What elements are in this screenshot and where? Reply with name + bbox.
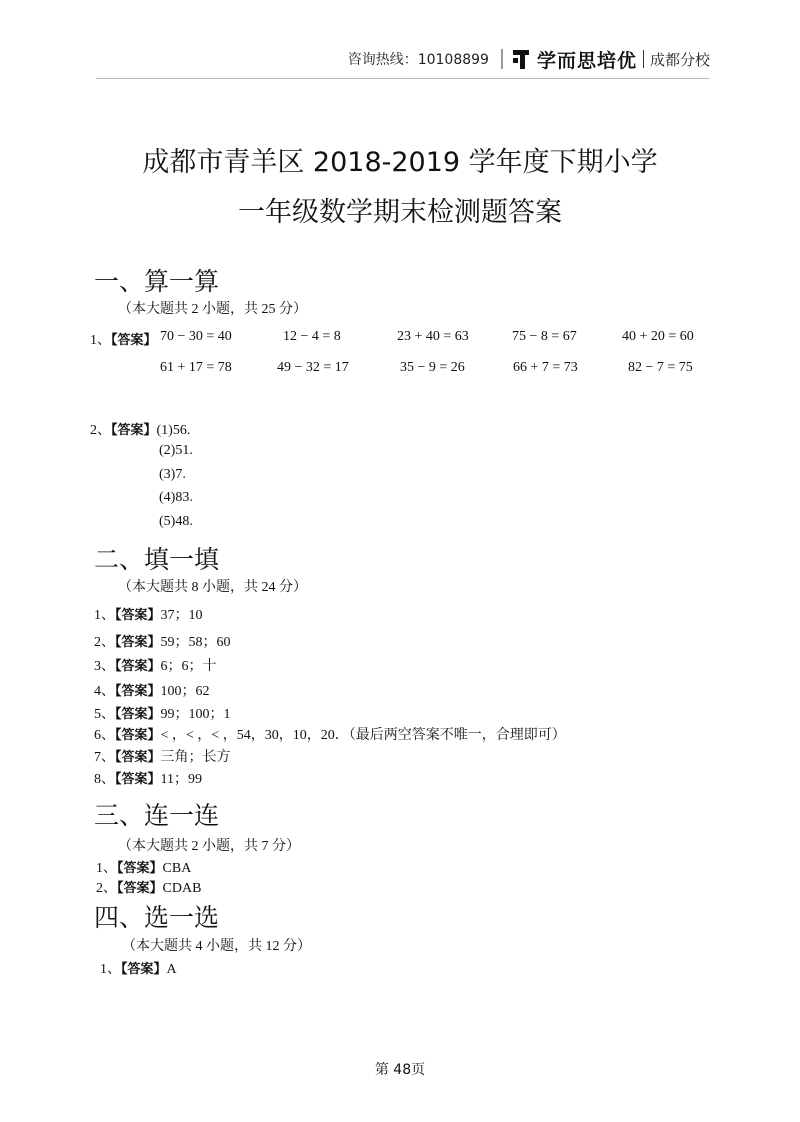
s3-answer-line: 1、【答案】CBA — [96, 861, 192, 876]
s1-q2-item: (4)83. — [159, 490, 193, 505]
s1-q2-label: 2、【答案】(1)56. — [90, 423, 191, 438]
s2-answer-line: 2、【答案】59；58；60 — [94, 635, 231, 650]
campus-name: 成都分校 — [649, 50, 710, 69]
header-rule — [96, 78, 710, 79]
section-note-4: （本大题共 4 小题，共 12 分） — [122, 939, 311, 954]
s1-eq: 40 + 20 = 60 — [622, 329, 694, 344]
s2-answer-line: 3、【答案】6；6；十 — [94, 659, 217, 674]
s1-eq: 82 − 7 = 75 — [628, 360, 693, 375]
s4-answer-line: 1、【答案】A — [100, 962, 177, 977]
section-note-3: （本大题共 2 小题，共 7 分） — [118, 839, 300, 854]
brand-logo-icon — [511, 48, 533, 70]
s1-eq: 23 + 40 = 63 — [397, 329, 469, 344]
s2-answer-line: 7、【答案】三角；长方 — [94, 750, 231, 765]
s1-q2-item: (5)48. — [159, 514, 193, 529]
s1-q2-item: (3)7. — [159, 467, 186, 482]
s1-q1-label: 1、【答案】 — [90, 333, 157, 348]
s2-answer-line: 6、【答案】< ，< ，< ，54，30，10，20．（最后两空答案不唯一，合理即可） — [94, 728, 566, 743]
s1-q2-item: (2)51. — [159, 443, 193, 458]
doc-title-line2: 一年级数学期末检测题答案 — [238, 197, 562, 228]
hotline-text: 咨询热线：10108899 — [347, 52, 489, 68]
s1-eq: 12 − 4 = 8 — [283, 329, 341, 344]
s1-eq: 61 + 17 = 78 — [160, 360, 232, 375]
s1-eq: 66 + 7 = 73 — [513, 360, 578, 375]
header-divider — [501, 49, 503, 69]
page-header — [348, 46, 710, 72]
s2-answer-line: 5、【答案】99；100；1 — [94, 707, 231, 722]
doc-title-line1: 成都市青羊区 2018-2019 学年度下期小学 — [142, 147, 658, 178]
brand-logo-text: 学而思培优 — [536, 49, 637, 72]
section-heading-2: 二、填一填 — [94, 545, 220, 574]
header-divider-2 — [643, 50, 644, 68]
section-note-1: （本大题共 2 小题，共 25 分） — [118, 302, 307, 317]
section-heading-3: 三、连一连 — [94, 801, 220, 830]
s2-answer-line: 8、【答案】11；99 — [94, 772, 202, 787]
s1-eq: 35 − 9 = 26 — [400, 360, 465, 375]
page-number: 第 48页 — [374, 1062, 426, 1078]
s1-eq: 75 − 8 = 67 — [512, 329, 577, 344]
section-note-2: （本大题共 8 小题，共 24 分） — [118, 580, 307, 595]
s3-answer-line: 2、【答案】CDAB — [96, 881, 202, 896]
s1-eq: 70 − 30 = 40 — [160, 329, 232, 344]
section-heading-4: 四、选一选 — [94, 903, 220, 932]
s2-answer-line: 1、【答案】37；10 — [94, 608, 203, 623]
s2-answer-line: 4、【答案】100；62 — [94, 684, 210, 699]
s1-eq: 49 − 32 = 17 — [277, 360, 349, 375]
section-heading-1: 一、算一算 — [94, 267, 220, 296]
